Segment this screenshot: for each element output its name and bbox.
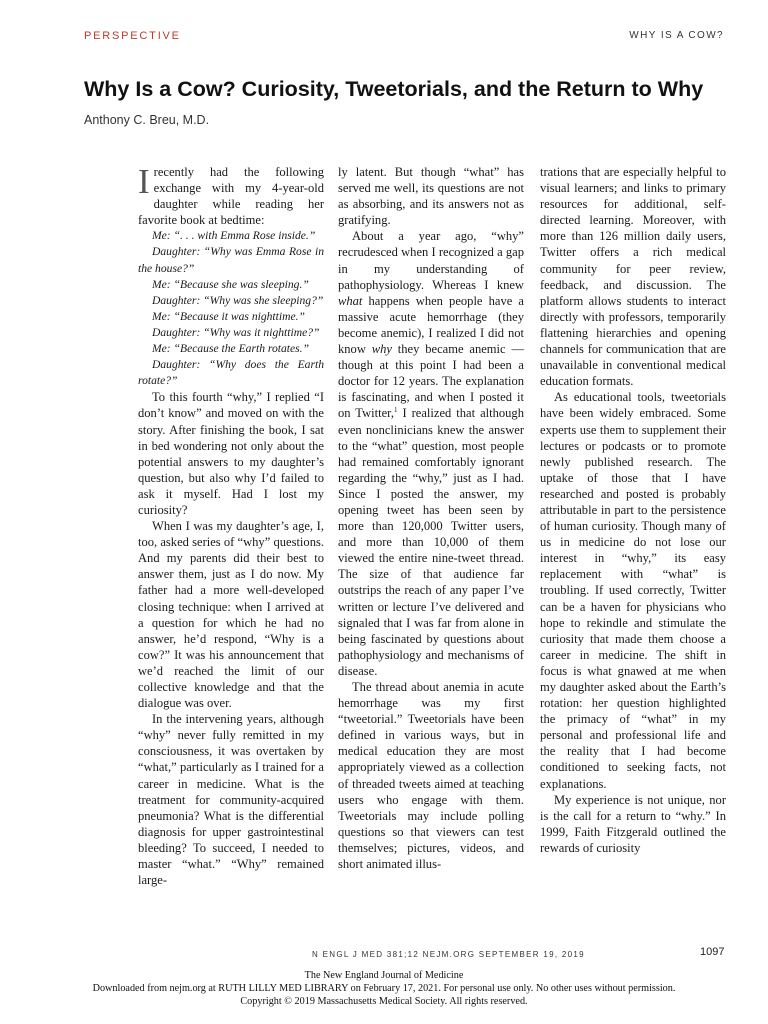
paragraph: The thread about anemia in acute hemorrhage was my first “tweetorial.” Tweetorials have been defined in various ways, but in medical education they are most appropriately viewed as a collection of threaded tweets aimed at teaching users who engage with them. Tweetorials may include polling questions so that viewers can test themselves; pictures, videos, and short animated illus- (338, 680, 524, 872)
paragraph-text: recently had the following exchange with my 4-year-old daughter while reading her favorite book at bedtime: (138, 165, 324, 228)
paragraph: trations that are especially helpful to visual learners; and links to primary resources for additional, self-directed learning. Moreover, with more than 126 million daily users, Twitter offers a rich medical community for peer review, feedback, and discussion. The platform allows students to interact directly with professors, temporarily flattening hierarchies and opening channels for communication that are unavailable in conventional medical education formats. (540, 165, 726, 389)
dialogue-line: Daughter: “Why was she sleeping?” (152, 293, 324, 307)
dialogue-line: Me: “Because the Earth rotates.” (152, 342, 310, 356)
paragraph: When I was my daughter’s age, I, too, asked series of “why” questions. And my parents did their best to answer them, just as I do now. My father had a more well-developed closing technique: when I arrived at a question for which he had no answer, he’d respond, “Why is a cow?” It was his announcement that we’d reached the limit of our collective knowledge and that the dialogue was over. (138, 519, 324, 711)
reference-superscript[interactable]: 1 (393, 406, 398, 415)
paragraph: As educational tools, tweetorials have been widely embraced. Some experts use them to supplement their lectures or podcasts or to promote newly published research. The uptake of those that I have researched and posted is probably attributable in part to the persistence of human curiosity. Though many of us in medicine do not lose our interest in “why,” its easy replacement with “what” is troubling. If used correctly, Twitter can be a haven for physicians who hope to rekindle and stimulate the curiosity that made them choose a career in medicine. The shift in focus is what gnawed at me when my daughter asked about the Earth’s rotation: her question highlighted the primacy of “what” in my personal and professional life and the reality that I had become conditioned to seeking facts, not explanations. (540, 390, 726, 791)
download-line: Downloaded from nejm.org at RUTH LILLY MED LIBRARY on February 17, 2021. For personal use only. No other uses without permission. (92, 983, 676, 994)
dialogue-line: Me: “Because it was nighttime.” (152, 309, 305, 323)
dialogue-line: Me: “. . . with Emma Rose inside.” (152, 229, 316, 243)
article-title: Why Is a Cow? Curiosity, Tweetorials, and the Return to Why (84, 77, 704, 101)
footer-citation: N ENGL J MED 381;12 NEJM.ORG SEPTEMBER 19, 2019 (312, 950, 585, 959)
emphasis: what (338, 293, 363, 308)
copyright-line: Copyright © 2019 Massachusetts Medical Society. All rights reserved. (240, 996, 528, 1007)
dialogue-line: Daughter: “Why does the Earth rotate?” (138, 358, 324, 388)
text-column-3 (540, 164, 726, 856)
dialogue-line: Daughter: “Why was it nighttime?” (152, 325, 320, 339)
section-label: PERSPECTIVE (84, 30, 181, 42)
text-column-2 (338, 164, 524, 872)
paragraph: To this fourth “why,” I replied “I don’t know” and moved on with the story. After finishing the book, I sat in bed wondering not only about the potential answers to my daughter’s question, but also why I’d failed to ask it myself. Had I lost my curiosity? (138, 390, 324, 517)
dialogue-line: Daughter: “Why was Emma Rose in the house?” (138, 245, 324, 275)
paragraph: My experience is not unique, nor is the call for a return to “why.” In 1999, Faith Fitzgerald outlined the rewards of curiosity (540, 792, 726, 855)
dialogue-line: Me: “Because she was sleeping.” (152, 277, 309, 291)
paragraph: About a year ago, “why” recrudesced when I recognized a gap in my understanding of pathophysiology. Whereas I knew what happens when people have a massive acute hemorrhage (they become anemic), I realized I did not know why they became anemic — though at this point I had been a doctor for 12 years. The explanation is fascinating, and when I posted it on Twitter,$^1$ I realized that although even nonclinicians knew the answer to the “what” question, most people had remained comfortably ignorant regarding the “why,” just as I had. Since I posted the answer, my opening tweet has been seen by more than 120,000 Twitter users, and more than 10,000 of them viewed the entire nine-tweet thread. The size of that audience far outstrips the reach of any paper I’ve written or lecture I’ve delivered and signaled that I was far from alone in being fascinated by questions about pathophysiology and mechanisms of disease. (338, 229, 524, 678)
drop-cap: I (138, 162, 150, 201)
text-column-1 (138, 164, 324, 888)
paragraph: ly latent. But though “what” has served me well, its questions are not as absorbing, and its answers not as gratifying. (338, 165, 524, 228)
article-author: Anthony C. Breu, M.D. (84, 113, 210, 127)
page-number: 1097 (700, 946, 725, 958)
running-title: WHY IS A COW? (629, 30, 724, 41)
journal-name: The New England Journal of Medicine (304, 970, 464, 981)
paragraph: In the intervening years, although “why” never fully remitted in my consciousness, it was overtaken by “what,” particularly as I trained for a career in medicine. What is the treatment for community-acquired pneumonia? What is the differential diagnosis for upper gastrointestinal bleeding? To succeed, I needed to master “what.” “Why” remained large- (138, 712, 324, 888)
download-notice (0, 969, 768, 1008)
paragraph (138, 164, 324, 228)
emphasis: why (371, 342, 392, 357)
